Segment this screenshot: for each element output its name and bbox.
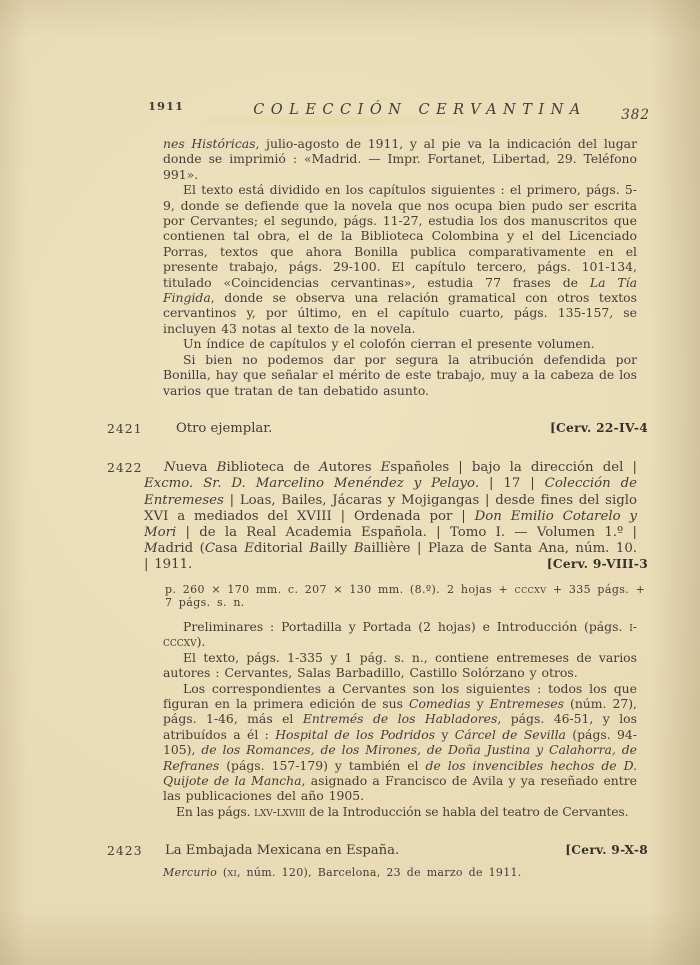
entry-2421-number: 2421 bbox=[107, 420, 143, 436]
entry-2423 bbox=[107, 843, 648, 859]
entry-2422-notes bbox=[163, 619, 648, 819]
entry-2422 bbox=[107, 460, 648, 819]
entry-2423-number: 2423 bbox=[107, 843, 143, 859]
paragraph-continuation-1: nes Históricas, julio-agosto de 1911, y al pie va la indicación del lugar donde se imprimió : «Madrid. — Impr. Fortanet, Libertad, 29. Teléfono 991». bbox=[163, 136, 637, 182]
entry-2423-shelf-code: [Cerv. 9-X-8 bbox=[565, 843, 648, 858]
paragraph-continuation-4: Si bien no podemos dar por segura la atribución defendida por Bonilla, hay que señalar el mérito de este trabajo, muy a la cabeza de los varios que tratan de tan debatido asunto. bbox=[163, 351, 637, 398]
text-column bbox=[107, 136, 648, 879]
entry-2422-paragraph-introduccion: En las págs. lxv-lxviii de la Introducción se habla del teatro de Cervantes. bbox=[176, 803, 629, 819]
entry-2422-paragraph-correspondientes: Los correspondientes a Cervantes son los siguientes : todos los que figuran en la primera edición de sus Comedias y Entremeses (núm. 27), págs. 1-46, más el Entremés de los Habladores, págs. 46-51, y los atribuídos a él : Hospital de los Podridos y Cárcel de Sevilla (págs. 94-105), de los Romances, de los Mirones, de Doña Justina y Calahorra, de Refranes (págs. 157-179) y también el de los invencibles hechos de D. Quijote de la Mancha, asignado a Francisco de Avila y ya reseñado entre las publicaciones del año 1905. bbox=[163, 680, 638, 804]
entry-2422-collation: p. 260 × 170 mm. c. 207 × 130 mm. (8.º). 2 hojas + cccxv + 335 págs. + 7 págs. s. n. bbox=[165, 582, 646, 609]
entry-2422-paragraph-texto: El texto, págs. 1-335 y 1 pág. s. n., contiene entremeses de varios autores : Cervantes, Salas Barbadillo, Castillo Solórzano y otros. bbox=[163, 649, 637, 681]
header-year: 1911 bbox=[148, 99, 185, 113]
entry-2421-title: Otro ejemplar. bbox=[176, 420, 273, 436]
entry-2421-shelf-code: [Cerv. 22-IV-4 bbox=[549, 420, 648, 435]
entry-2423-source: Mercurio (xi, núm. 120), Barcelona, 23 de marzo de 1911. bbox=[163, 865, 522, 879]
entry-2422-shelf-code: [Cerv. 9-VIII-3 bbox=[546, 556, 648, 571]
entry-2422-heading: Nueva Biblioteca de Autores Españoles | bajo la dirección del | Excmo. Sr. D. Marcelino Menéndez y Pelayo. | 17 | Colección de Entremeses | Loas, Bailes, Jácaras y Mojigangas | desde fines del siglo XVI a mediados del XVIII | Ordenada por | Don Emilio Cotarelo y Mori | de la Real Academia Española. | Tomo I. — Volumen 1.º | Madrid (Casa Editorial Bailly Baillière | Plaza de Santa Ana, núm. 10. | 1911. bbox=[144, 460, 638, 572]
entry-2421 bbox=[107, 420, 648, 436]
page-number: 382 bbox=[621, 107, 650, 123]
paragraph-continuation-2: El texto está dividido en los capítulos siguientes : el primero, págs. 5-9, donde se defiende que la novela que nos ocupa bien pudo ser escrita por Cervantes; el segundo, págs. 11-27, estudia los dos manuscritos que contienen tal obra, el de la Biblioteca Colombina y el del Licenciado Porras, textos que ahora Bonilla publica comparativamente en el presente trabajo, págs. 29-100. El capítulo tercero, págs. 101-134, titulado «Coincidencias cervantinas», estudia 77 frases de La Tía Fingida, donde se observa una relación gramatical con otros textos cervantinos y, por último, en el capítulo cuarto, págs. 135-157, se incluyen 43 notas al texto de la novela. bbox=[163, 182, 637, 336]
entry-2422-number: 2422 bbox=[107, 460, 143, 476]
entry-2423-title: La Embajada Mexicana en España. bbox=[165, 843, 400, 859]
running-title: COLECCIÓN CERVANTINA bbox=[253, 102, 587, 118]
paragraph-continuation-3: Un índice de capítulos y el colofón cierran el presente volumen. bbox=[183, 336, 595, 352]
entry-2422-heading-wrap bbox=[144, 460, 648, 573]
entry-2422-paragraph-preliminares: Preliminares : Portadilla y Portada (2 hojas) e Introducción (págs. i-cccxv). bbox=[163, 618, 637, 650]
